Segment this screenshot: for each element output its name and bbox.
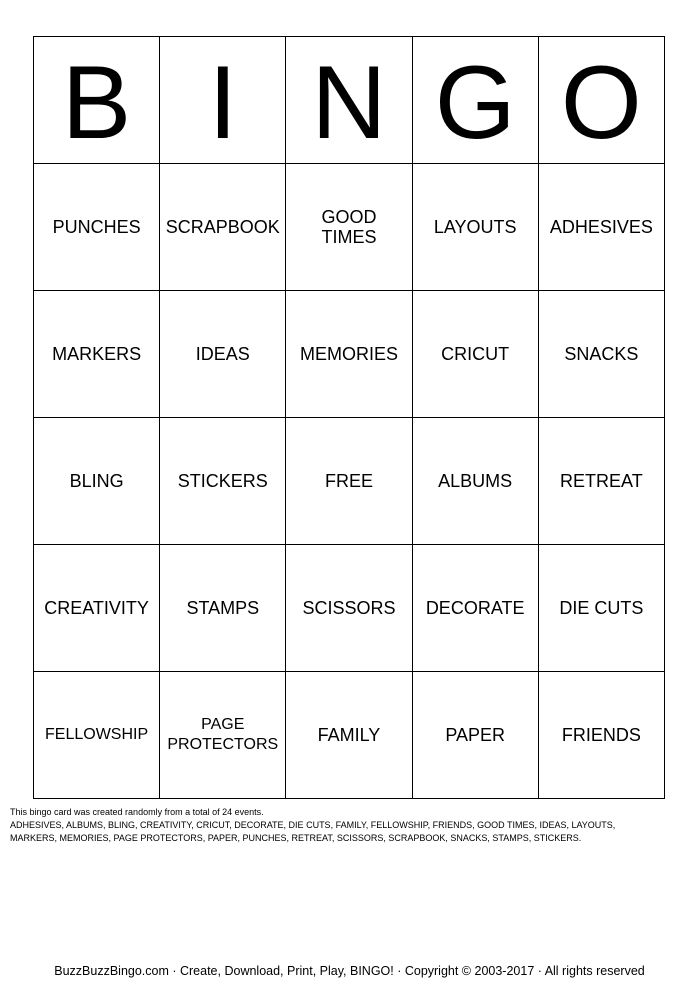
header-letter: B bbox=[61, 45, 132, 161]
cell-label: LAYOUTS bbox=[433, 217, 517, 237]
cell-label: ALBUMS bbox=[438, 471, 513, 491]
bingo-cell bbox=[34, 291, 160, 418]
bingo-cell bbox=[412, 164, 538, 291]
bingo-row bbox=[34, 672, 665, 799]
note-line: ADHESIVES, ALBUMS, BLING, CREATIVITY, CRICUT, DECORATE, DIE CUTS, FAMILY, FELLOWSHIP, FRIENDS, GOOD TIMES, IDEAS, LAYOUTS, bbox=[10, 820, 616, 830]
bingo-card bbox=[33, 36, 665, 799]
cell-label: RETREAT bbox=[560, 471, 643, 491]
header-letter-b bbox=[34, 37, 160, 164]
cell-label: SCISSORS bbox=[302, 598, 396, 618]
bingo-cell bbox=[538, 672, 664, 799]
cell-label: SCRAPBOOK bbox=[165, 217, 280, 237]
note-line: MARKERS, MEMORIES, PAGE PROTECTORS, PAPER, PUNCHES, RETREAT, SCISSORS, SCRAPBOOK, SNACKS, STAMPS, STICKERS. bbox=[10, 833, 582, 843]
bingo-header-row bbox=[34, 37, 665, 164]
bingo-cell bbox=[412, 672, 538, 799]
header-letter: I bbox=[208, 45, 238, 161]
cell-label: STICKERS bbox=[177, 471, 268, 491]
bingo-cell bbox=[538, 291, 664, 418]
cell-label: PUNCHES bbox=[52, 217, 141, 237]
cell-label: FREE bbox=[324, 471, 373, 491]
cell-label: CRICUT bbox=[441, 344, 510, 364]
header-letter: G bbox=[434, 45, 516, 161]
bingo-cell bbox=[160, 672, 286, 799]
cell-label: DIE CUTS bbox=[559, 598, 644, 618]
bingo-cell bbox=[286, 672, 412, 799]
bingo-cell bbox=[286, 164, 412, 291]
bingo-cell bbox=[34, 672, 160, 799]
cell-label: SNACKS bbox=[564, 344, 639, 364]
cell-label: IDEAS bbox=[195, 344, 250, 364]
note-line: This bingo card was created randomly from a total of 24 events. bbox=[10, 807, 264, 817]
bingo-cell bbox=[160, 164, 286, 291]
header-letter-o bbox=[538, 37, 664, 164]
cell-label: MARKERS bbox=[52, 344, 142, 364]
bingo-cell bbox=[412, 545, 538, 672]
cell-label: PAGE PROTECTORS bbox=[167, 716, 279, 753]
header-letter: O bbox=[560, 45, 642, 161]
bingo-cell bbox=[412, 418, 538, 545]
cell-label: DECORATE bbox=[425, 598, 525, 618]
bingo-cell bbox=[286, 291, 412, 418]
cell-label: BLING bbox=[69, 471, 124, 491]
header-letter-g bbox=[412, 37, 538, 164]
cell-label: CREATIVITY bbox=[44, 598, 149, 618]
bingo-cell bbox=[34, 164, 160, 291]
bingo-row bbox=[34, 545, 665, 672]
bingo-cell bbox=[538, 545, 664, 672]
cell-label: FAMILY bbox=[317, 725, 381, 745]
bingo-cell bbox=[160, 545, 286, 672]
bingo-row bbox=[34, 291, 665, 418]
bingo-row bbox=[34, 164, 665, 291]
bingo-cell bbox=[538, 164, 664, 291]
cell-label: GOOD TIMES bbox=[321, 207, 377, 247]
cell-label: PAPER bbox=[445, 725, 505, 745]
header-letter-n bbox=[286, 37, 412, 164]
cell-label: ADHESIVES bbox=[549, 217, 653, 237]
bingo-cell bbox=[34, 418, 160, 545]
cell-label: STAMPS bbox=[186, 598, 260, 618]
bingo-cell bbox=[160, 418, 286, 545]
cell-label: FRIENDS bbox=[561, 725, 641, 745]
bingo-cell bbox=[286, 545, 412, 672]
header-letter: N bbox=[311, 45, 387, 161]
header-letter-i bbox=[160, 37, 286, 164]
card-info-note bbox=[10, 806, 690, 845]
bingo-row bbox=[34, 418, 665, 545]
footer-text: BuzzBuzzBingo.com · Create, Download, Print, Play, BINGO! · Copyright © 2003-2017 · All rights reserved bbox=[54, 964, 645, 978]
bingo-cell bbox=[34, 545, 160, 672]
cell-label: MEMORIES bbox=[299, 344, 398, 364]
bingo-cell bbox=[412, 291, 538, 418]
free-space-cell bbox=[286, 418, 412, 545]
bingo-cell bbox=[538, 418, 664, 545]
bingo-cell bbox=[160, 291, 286, 418]
cell-label: FELLOWSHIP bbox=[45, 726, 149, 743]
